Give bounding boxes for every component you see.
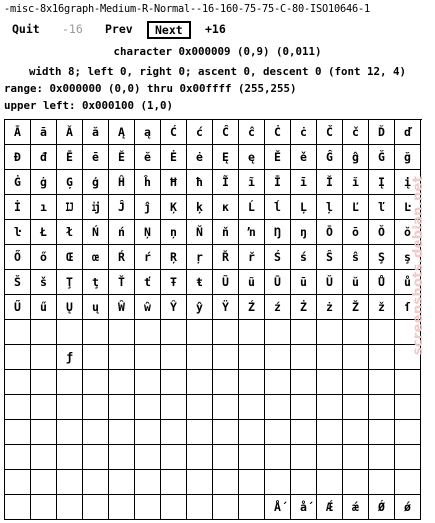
glyph-cell[interactable]: ź — [265, 295, 291, 320]
glyph-cell[interactable] — [239, 345, 265, 370]
glyph-cell[interactable]: Ũ — [213, 270, 239, 295]
glyph-cell[interactable]: ķ — [187, 195, 213, 220]
glyph-cell[interactable] — [109, 370, 135, 395]
glyph-cell[interactable]: Ŕ — [109, 245, 135, 270]
glyph-cell[interactable]: į — [395, 170, 421, 195]
glyph-cell[interactable] — [5, 345, 31, 370]
glyph-cell[interactable]: ş — [395, 245, 421, 270]
glyph-cell[interactable]: ŉ — [239, 220, 265, 245]
glyph-cell[interactable]: Ĉ — [213, 120, 239, 145]
glyph-cell[interactable]: ā — [31, 120, 57, 145]
glyph-cell[interactable]: ţ — [83, 270, 109, 295]
glyph-cell[interactable] — [369, 345, 395, 370]
glyph-cell[interactable]: ē — [83, 145, 109, 170]
glyph-cell[interactable] — [83, 420, 109, 445]
glyph-cell[interactable]: Ŀ — [395, 195, 421, 220]
glyph-cell[interactable]: ŧ — [187, 270, 213, 295]
glyph-cell[interactable]: Œ — [57, 245, 83, 270]
glyph-cell[interactable] — [265, 470, 291, 495]
glyph-cell[interactable]: Ġ — [5, 170, 31, 195]
plus16-button[interactable]: +16 — [205, 22, 226, 36]
glyph-cell[interactable] — [5, 470, 31, 495]
glyph-cell[interactable] — [239, 395, 265, 420]
glyph-cell[interactable]: ĺ — [265, 195, 291, 220]
glyph-cell[interactable] — [109, 495, 135, 520]
glyph-cell[interactable]: ǿ — [395, 495, 421, 520]
glyph-cell[interactable]: ǽ — [343, 495, 369, 520]
glyph-cell[interactable]: Ŗ — [161, 245, 187, 270]
glyph-cell[interactable] — [213, 395, 239, 420]
glyph-cell[interactable]: Ĝ — [317, 145, 343, 170]
glyph-cell[interactable] — [213, 370, 239, 395]
glyph-cell[interactable]: Ğ — [369, 145, 395, 170]
glyph-cell[interactable] — [135, 395, 161, 420]
glyph-cell[interactable] — [317, 445, 343, 470]
glyph-cell[interactable]: ŵ — [135, 295, 161, 320]
glyph-cell[interactable] — [135, 470, 161, 495]
glyph-cell[interactable]: Ď — [369, 120, 395, 145]
glyph-cell[interactable]: Đ — [5, 145, 31, 170]
glyph-cell[interactable] — [161, 370, 187, 395]
glyph-cell[interactable]: Ĥ — [109, 170, 135, 195]
glyph-cell[interactable]: ſ — [395, 295, 421, 320]
glyph-cell[interactable]: ŭ — [343, 270, 369, 295]
glyph-cell[interactable] — [109, 420, 135, 445]
glyph-cell[interactable] — [5, 445, 31, 470]
glyph-cell[interactable]: Ǻ — [265, 495, 291, 520]
glyph-cell[interactable] — [265, 370, 291, 395]
glyph-cell[interactable]: Ĭ — [317, 170, 343, 195]
glyph-cell[interactable] — [343, 395, 369, 420]
window-title: -misc-8x16graph-Medium-R-Normal--16-160-75-75-C-80-ISO10646-1 — [4, 3, 370, 15]
glyph-cell[interactable] — [83, 345, 109, 370]
glyph-cell[interactable] — [187, 370, 213, 395]
glyph-cell[interactable]: Ź — [239, 295, 265, 320]
glyph-cell[interactable] — [83, 470, 109, 495]
glyph-cell[interactable]: Ń — [83, 220, 109, 245]
quit-button[interactable]: Quit — [12, 22, 40, 36]
glyph-cell[interactable] — [395, 320, 421, 345]
glyph-cell[interactable] — [109, 320, 135, 345]
glyph-cell[interactable]: ť — [135, 270, 161, 295]
glyph-cell[interactable]: ģ — [83, 170, 109, 195]
glyph-cell[interactable]: ŝ — [343, 245, 369, 270]
glyph-cell[interactable]: ż — [317, 295, 343, 320]
glyph-cell[interactable]: Ş — [369, 245, 395, 270]
glyph-cell[interactable] — [369, 420, 395, 445]
glyph-cell[interactable] — [317, 470, 343, 495]
glyph-cell[interactable] — [161, 320, 187, 345]
glyph-cell[interactable]: ŏ — [395, 220, 421, 245]
glyph-cell[interactable]: Ŝ — [317, 245, 343, 270]
glyph-cell[interactable] — [291, 395, 317, 420]
glyph-cell[interactable]: Š — [5, 270, 31, 295]
glyph-cell[interactable]: ń — [109, 220, 135, 245]
glyph-cell[interactable]: ř — [239, 245, 265, 270]
glyph-cell[interactable]: ő — [31, 245, 57, 270]
glyph-cell[interactable]: ĳ — [83, 195, 109, 220]
glyph-cell[interactable]: Ł — [31, 220, 57, 245]
glyph-cell[interactable]: Ę — [213, 145, 239, 170]
glyph-cell[interactable] — [161, 445, 187, 470]
glyph-cell[interactable] — [161, 470, 187, 495]
glyph-cell[interactable] — [187, 495, 213, 520]
glyph-cell[interactable]: Ī — [265, 170, 291, 195]
glyph-cell[interactable] — [239, 320, 265, 345]
glyph-cell[interactable]: š — [31, 270, 57, 295]
minus16-button[interactable]: -16 — [62, 22, 83, 36]
glyph-cell[interactable]: ĉ — [239, 120, 265, 145]
glyph-cell[interactable] — [187, 470, 213, 495]
glyph-cell[interactable]: Ĳ — [57, 195, 83, 220]
glyph-cell[interactable]: ō — [343, 220, 369, 245]
glyph-cell[interactable] — [239, 445, 265, 470]
glyph-cell[interactable] — [31, 495, 57, 520]
glyph-cell[interactable]: ğ — [395, 145, 421, 170]
glyph-cell[interactable] — [317, 370, 343, 395]
glyph-cell[interactable] — [343, 345, 369, 370]
glyph-cell[interactable] — [135, 370, 161, 395]
glyph-cell[interactable] — [161, 420, 187, 445]
glyph-cell[interactable] — [317, 345, 343, 370]
glyph-cell[interactable] — [57, 445, 83, 470]
glyph-cell[interactable] — [265, 320, 291, 345]
glyph-cell[interactable] — [395, 370, 421, 395]
character-info: character 0x000009 (0,9) (0,011) — [113, 45, 322, 58]
glyph-cell[interactable] — [83, 370, 109, 395]
glyph-cell[interactable]: ū — [291, 270, 317, 295]
glyph-cell[interactable]: Ĵ — [109, 195, 135, 220]
glyph-cell[interactable]: ŀ — [5, 220, 31, 245]
glyph-cell[interactable]: ű — [31, 295, 57, 320]
range-info: range: 0x000000 (0,0) thru 0x00ffff (255,255) — [4, 82, 297, 95]
glyph-cell[interactable]: œ — [83, 245, 109, 270]
glyph-cell[interactable] — [239, 420, 265, 445]
glyph-cell[interactable] — [5, 395, 31, 420]
glyph-cell[interactable] — [135, 495, 161, 520]
glyph-cell[interactable] — [239, 495, 265, 520]
glyph-cell[interactable]: Ħ — [161, 170, 187, 195]
glyph-cell[interactable] — [265, 345, 291, 370]
glyph-cell[interactable]: ć — [187, 120, 213, 145]
glyph-cell[interactable]: Ű — [5, 295, 31, 320]
glyph-cell[interactable] — [187, 420, 213, 445]
glyph-cell[interactable]: ĩ — [239, 170, 265, 195]
glyph-cell[interactable] — [83, 320, 109, 345]
glyph-cell[interactable] — [239, 470, 265, 495]
glyph-cell[interactable]: Ÿ — [213, 295, 239, 320]
glyph-cell[interactable]: Ť — [109, 270, 135, 295]
glyph-cell[interactable]: ƒ — [57, 345, 83, 370]
glyph-cell[interactable] — [291, 320, 317, 345]
glyph-cell[interactable]: ĕ — [135, 145, 161, 170]
glyph-cell[interactable]: Ą — [109, 120, 135, 145]
glyph-cell[interactable]: ŗ — [187, 245, 213, 270]
glyph-cell[interactable] — [161, 495, 187, 520]
glyph-cell[interactable]: č — [343, 120, 369, 145]
glyph-cell[interactable] — [31, 420, 57, 445]
glyph-cell[interactable] — [395, 420, 421, 445]
glyph-cell[interactable]: ą — [135, 120, 161, 145]
glyph-cell[interactable] — [187, 445, 213, 470]
glyph-cell[interactable] — [5, 320, 31, 345]
glyph-cell[interactable]: Ņ — [135, 220, 161, 245]
glyph-cell[interactable] — [187, 320, 213, 345]
glyph-cell[interactable]: Ż — [291, 295, 317, 320]
glyph-cell[interactable]: Ľ — [343, 195, 369, 220]
glyph-cell[interactable]: ů — [395, 270, 421, 295]
glyph-cell[interactable]: ĥ — [135, 170, 161, 195]
glyph-cell[interactable] — [135, 420, 161, 445]
glyph-cell[interactable] — [291, 420, 317, 445]
glyph-cell[interactable] — [57, 495, 83, 520]
glyph-cell[interactable]: Ů — [369, 270, 395, 295]
glyph-cell[interactable]: đ — [31, 145, 57, 170]
metrics-info: width 8; left 0, right 0; ascent 0, descent 0 (font 12, 4) — [28, 65, 407, 78]
glyph-cell[interactable] — [31, 445, 57, 470]
next-button[interactable]: Next — [147, 21, 191, 39]
glyph-cell[interactable] — [57, 320, 83, 345]
glyph-cell[interactable] — [109, 445, 135, 470]
glyph-cell[interactable]: ľ — [369, 195, 395, 220]
glyph-cell[interactable]: Ŵ — [109, 295, 135, 320]
glyph-cell[interactable]: ħ — [187, 170, 213, 195]
glyph-cell[interactable]: ŕ — [135, 245, 161, 270]
glyph-cell[interactable]: Ċ — [265, 120, 291, 145]
glyph-cell[interactable] — [265, 395, 291, 420]
glyph-cell[interactable] — [109, 345, 135, 370]
glyph-cell[interactable]: Ē — [57, 145, 83, 170]
glyph-cell[interactable]: Ĕ — [109, 145, 135, 170]
glyph-cell[interactable] — [395, 345, 421, 370]
glyph-cell[interactable] — [213, 320, 239, 345]
glyph-cell[interactable]: Ŭ — [317, 270, 343, 295]
glyph-cell[interactable] — [57, 370, 83, 395]
glyph-cell[interactable]: Ļ — [291, 195, 317, 220]
prev-button[interactable]: Prev — [105, 22, 133, 36]
glyph-cell[interactable]: Ė — [161, 145, 187, 170]
glyph-cell[interactable] — [291, 470, 317, 495]
glyph-cell[interactable] — [31, 320, 57, 345]
glyph-cell[interactable]: İ — [5, 195, 31, 220]
glyph-cell[interactable]: Ř — [213, 245, 239, 270]
glyph-cell[interactable]: Ě — [265, 145, 291, 170]
glyph-cell[interactable] — [5, 495, 31, 520]
glyph-cell[interactable]: ž — [369, 295, 395, 320]
glyph-cell[interactable] — [265, 420, 291, 445]
glyph-cell[interactable]: Ţ — [57, 270, 83, 295]
toolbar — [0, 20, 435, 40]
glyph-cell[interactable] — [343, 370, 369, 395]
glyph-cell[interactable]: ũ — [239, 270, 265, 295]
glyph-cell[interactable] — [213, 420, 239, 445]
glyph-cell[interactable]: Ŏ — [369, 220, 395, 245]
glyph-cell[interactable] — [57, 420, 83, 445]
glyph-cell[interactable]: Ā — [5, 120, 31, 145]
watermark-text: screenshots.debian.net — [411, 175, 427, 355]
glyph-cell[interactable] — [31, 395, 57, 420]
glyph-cell[interactable]: Ĩ — [213, 170, 239, 195]
glyph-cell[interactable]: Ŷ — [161, 295, 187, 320]
glyph-cell[interactable]: ė — [187, 145, 213, 170]
glyph-cell[interactable]: Ū — [265, 270, 291, 295]
glyph-cell[interactable]: ī — [291, 170, 317, 195]
glyph-cell[interactable] — [135, 320, 161, 345]
glyph-cell[interactable] — [317, 395, 343, 420]
glyph-cell[interactable] — [395, 445, 421, 470]
glyph-cell[interactable]: Ĺ — [239, 195, 265, 220]
glyph-cell[interactable] — [57, 395, 83, 420]
glyph-cell[interactable] — [83, 445, 109, 470]
glyph-cell[interactable] — [5, 370, 31, 395]
glyph-cell[interactable] — [369, 395, 395, 420]
glyph-cell[interactable]: Ŋ — [265, 220, 291, 245]
glyph-cell[interactable]: ĵ — [135, 195, 161, 220]
glyph-cell[interactable] — [317, 420, 343, 445]
glyph-cell[interactable] — [187, 345, 213, 370]
glyph-cell[interactable] — [369, 370, 395, 395]
glyph-cell[interactable] — [343, 445, 369, 470]
glyph-cell[interactable]: Ć — [161, 120, 187, 145]
glyph-cell[interactable]: Ų — [57, 295, 83, 320]
glyph-cell[interactable] — [239, 370, 265, 395]
glyph-cell[interactable]: ă — [83, 120, 109, 145]
glyph-cell[interactable]: Ǽ — [317, 495, 343, 520]
glyph-cell[interactable]: Ŧ — [161, 270, 187, 295]
glyph-cell[interactable] — [395, 395, 421, 420]
glyph-cell[interactable] — [395, 470, 421, 495]
glyph-cell[interactable] — [109, 470, 135, 495]
glyph-cell[interactable] — [291, 445, 317, 470]
glyph-cell[interactable] — [109, 395, 135, 420]
glyph-cell[interactable] — [31, 345, 57, 370]
glyph-cell[interactable]: Ō — [317, 220, 343, 245]
glyph-cell[interactable] — [343, 320, 369, 345]
glyph-cell[interactable]: ņ — [161, 220, 187, 245]
glyph-cell[interactable] — [161, 395, 187, 420]
glyph-cell[interactable]: Ģ — [57, 170, 83, 195]
glyph-cell[interactable] — [83, 495, 109, 520]
glyph-cell[interactable] — [135, 345, 161, 370]
glyph-cell[interactable]: ċ — [291, 120, 317, 145]
glyph-cell[interactable] — [31, 370, 57, 395]
glyph-cell[interactable] — [265, 445, 291, 470]
glyph-cell[interactable]: ď — [395, 120, 421, 145]
glyph-cell[interactable]: Ǿ — [369, 495, 395, 520]
glyph-cell[interactable]: ň — [213, 220, 239, 245]
glyph-cell[interactable]: Ň — [187, 220, 213, 245]
glyph-cell[interactable] — [343, 470, 369, 495]
glyph-cell[interactable]: Ő — [5, 245, 31, 270]
glyph-cell[interactable]: ǻ — [291, 495, 317, 520]
glyph-cell[interactable]: Ķ — [161, 195, 187, 220]
glyph-cell[interactable] — [213, 345, 239, 370]
glyph-cell[interactable]: Č — [317, 120, 343, 145]
glyph-cell[interactable] — [291, 345, 317, 370]
glyph-cell[interactable] — [343, 420, 369, 445]
glyph-cell[interactable] — [187, 395, 213, 420]
glyph-cell[interactable] — [83, 395, 109, 420]
upper-left-info: upper left: 0x000100 (1,0) — [4, 99, 174, 112]
glyph-cell[interactable] — [317, 320, 343, 345]
glyph-cell[interactable]: ĝ — [343, 145, 369, 170]
glyph-cell[interactable] — [57, 470, 83, 495]
glyph-cell[interactable]: ĸ — [213, 195, 239, 220]
glyph-cell[interactable]: ļ — [317, 195, 343, 220]
glyph-cell[interactable] — [369, 470, 395, 495]
glyph-cell[interactable] — [31, 470, 57, 495]
glyph-cell[interactable]: ę — [239, 145, 265, 170]
glyph-cell[interactable] — [213, 495, 239, 520]
glyph-cell[interactable]: ě — [291, 145, 317, 170]
glyph-cell[interactable]: ŷ — [187, 295, 213, 320]
glyph-cell[interactable]: ĭ — [343, 170, 369, 195]
glyph-cell[interactable]: Ś — [265, 245, 291, 270]
glyph-cell[interactable] — [213, 470, 239, 495]
glyph-cell[interactable]: Į — [369, 170, 395, 195]
glyph-cell[interactable] — [369, 445, 395, 470]
glyph-cell[interactable]: ı — [31, 195, 57, 220]
glyph-grid[interactable] — [4, 119, 422, 520]
glyph-cell[interactable] — [161, 345, 187, 370]
glyph-cell[interactable]: ġ — [31, 170, 57, 195]
glyph-cell[interactable] — [135, 445, 161, 470]
glyph-cell[interactable]: ŋ — [291, 220, 317, 245]
glyph-cell[interactable]: ś — [291, 245, 317, 270]
glyph-cell[interactable] — [291, 370, 317, 395]
glyph-cell[interactable]: Ž — [343, 295, 369, 320]
glyph-cell[interactable] — [213, 445, 239, 470]
glyph-cell[interactable]: Ă — [57, 120, 83, 145]
glyph-cell[interactable] — [369, 320, 395, 345]
glyph-cell[interactable] — [5, 420, 31, 445]
glyph-cell[interactable]: ų — [83, 295, 109, 320]
glyph-cell[interactable]: ł — [57, 220, 83, 245]
